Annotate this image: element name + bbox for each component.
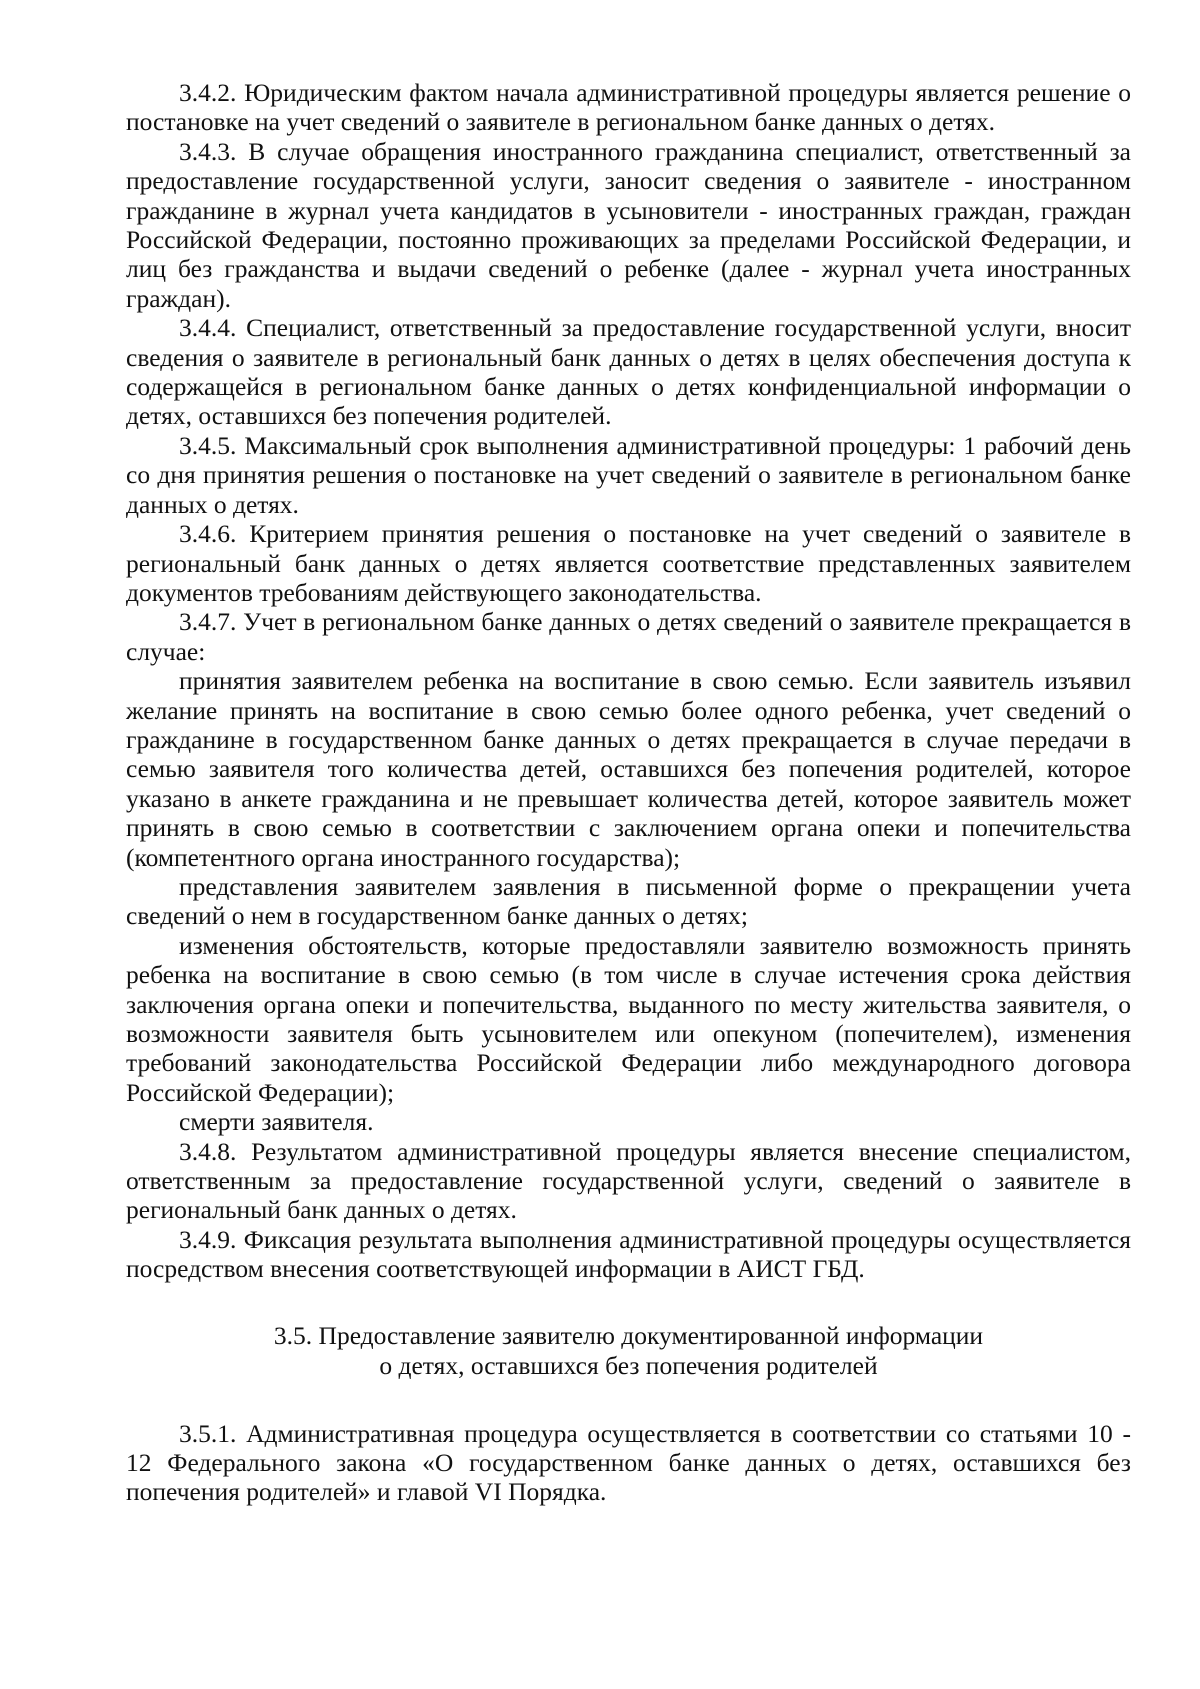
paragraph-3-4-5: 3.4.5. Максимальный срок выполнения административной процедуры: 1 рабочий день со дня принятия решения о постановке на учет сведений о заявителе в региональном банке данных о детях. <box>126 430 1131 519</box>
paragraph-3-4-8: 3.4.8. Результатом административной процедуры является внесение специалистом, ответственным за предоставление государственной услуги, сведений о заявителе в региональный банк данных о детях. <box>126 1136 1131 1225</box>
section-heading-3-5 <box>126 1321 1131 1382</box>
list-item-adoption: принятия заявителем ребенка на воспитание в свою семью. Если заявитель изъявил желание принять на воспитание в свою семью более одного ребенка, учет сведений о гражданине в государственном банке данных о детях прекращается в случае передачи в семью заявителя того количества детей, оставшихся без попечения родителей, которое указано в анкете гражданина и не превышает количества детей, которое заявитель может принять в свою семью в соответствии с заключением органа опеки и попечительства (компетентного органа иностранного государства); <box>126 666 1131 872</box>
paragraph-3-5-1: 3.5.1. Административная процедура осуществляется в соответствии со статьями 10 - 12 Федерального закона «О государственном банке данных о детях, оставшихся без попечения родителей» и главой VI Порядка. <box>126 1418 1131 1507</box>
paragraph-3-4-2: 3.4.2. Юридическим фактом начала административной процедуры является решение о постановке на учет сведений о заявителе в региональном банке данных о детях. <box>126 78 1131 137</box>
list-item-changed-circumstances: изменения обстоятельств, которые предоставляли заявителю возможность принять ребенка на воспитание в свою семью (в том числе в случае истечения срока действия заключения органа опеки и попечительства, выданного по месту жительства заявителя, о возможности заявителя быть усыновителем или опекуном (попечителем), изменения требований законодательства Российской Федерации либо международного договора Российской Федерации); <box>126 930 1131 1107</box>
document-body <box>126 78 1131 1507</box>
list-item-death: смерти заявителя. <box>179 1107 374 1137</box>
paragraph-3-4-3: 3.4.3. В случае обращения иностранного гражданина специалист, ответственный за предоставление государственной услуги, заносит сведения о заявителе - иностранном гражданине в журнал учета кандидатов в усыновители - иностранных граждан, граждан Российской Федерации, постоянно проживающих за пределами Российской Федерации, и лиц без гражданства и выдачи сведений о ребенке (далее - журнал учета иностранных граждан). <box>126 136 1131 313</box>
paragraph-3-4-6: 3.4.6. Критерием принятия решения о постановке на учет сведений о заявителе в региональный банк данных о детях является соответствие представленных заявителем документов требованиям действующего законодательства. <box>126 519 1131 607</box>
section-heading-line-1: 3.5. Предоставление заявителю документированной информации <box>273 1320 984 1350</box>
paragraph-3-4-7: 3.4.7. Учет в региональном банке данных о детях сведений о заявителе прекращается в случае: <box>126 607 1131 666</box>
paragraph-3-4-9: 3.4.9. Фиксация результата выполнения административной процедуры осуществляется посредством внесения соответствующей информации в АИСТ ГБД. <box>126 1224 1131 1284</box>
paragraph-3-4-4: 3.4.4. Специалист, ответственный за предоставление государственной услуги, вносит сведения о заявителе в региональный банк данных о детях в целях обеспечения доступа к содержащейся в региональном банке данных о детях конфиденциальной информации о детях, оставшихся без попечения родителей. <box>126 313 1131 431</box>
section-heading-line-2: о детях, оставшихся без попечения родителей <box>379 1351 878 1381</box>
list-item-written-request: представления заявителем заявления в письменной форме о прекращении учета сведений о нем в государственном банке данных о детях; <box>126 871 1131 931</box>
